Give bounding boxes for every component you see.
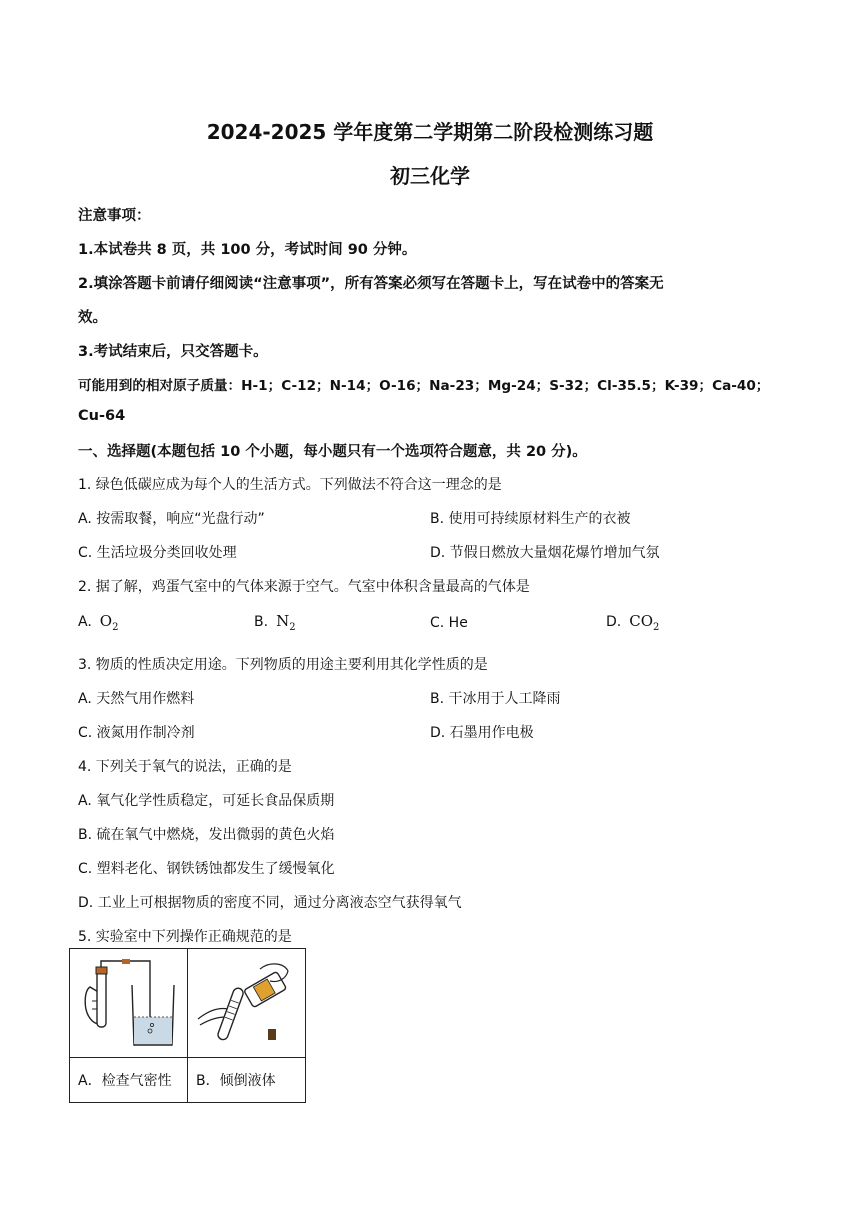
question-2-option-d: [606, 612, 659, 633]
experiment-image-b: [188, 949, 306, 1058]
formula-subscript: 2: [112, 622, 119, 633]
section-heading: 一、选择题(本题包括 10 个小题，每小题只有一个选项符合题意，共 20 分)。: [78, 444, 587, 460]
experiment-image-a: [70, 949, 188, 1058]
experiment-caption-a: A．检查气密性: [70, 1058, 188, 1103]
question-4-option-a: A. 氧气化学性质稳定，可延长食品保质期: [78, 793, 335, 809]
question-1-option-d: D. 节假日燃放大量烟花爆竹增加气氛: [430, 545, 660, 561]
notice-heading: 注意事项：: [78, 208, 151, 224]
notice-item-2: 2.填涂答题卡前请仔细阅读“注意事项”，所有答案必须写在答题卡上，写在试卷中的答案无: [78, 276, 664, 292]
question-4-option-d: D. 工业上可根据物质的密度不同，通过分离液态空气获得氧气: [78, 895, 462, 911]
question-2-option-a: [78, 612, 118, 633]
chemical-formula: [276, 612, 296, 633]
question-1-option-a: A. 按需取餐，响应“光盘行动”: [78, 511, 265, 527]
option-letter: C. He: [430, 615, 468, 631]
notice-item-3: 3.考试结束后，只交答题卡。: [78, 344, 268, 360]
airtightness-check-illustration: [70, 949, 187, 1053]
exam-title: 2024-2025 学年度第二学期第二阶段检测练习题: [206, 120, 654, 144]
chemical-formula: [99, 612, 119, 633]
question-2-stem: 2. 据了解，鸡蛋气室中的气体来源于空气。气室中体积含量最高的气体是: [78, 579, 530, 595]
question-5-stem: 5. 实验室中下列操作正确规范的是: [78, 929, 292, 945]
question-1-option-c: C. 生活垃圾分类回收处理: [78, 545, 237, 561]
question-2-option-c: [430, 615, 468, 631]
question-4-stem: 4. 下列关于氧气的说法，正确的是: [78, 759, 292, 775]
question-3-option-d: D. 石墨用作电极: [430, 725, 534, 741]
atomic-mass-line-2: Cu-64: [78, 408, 126, 424]
chemical-formula: [629, 612, 660, 633]
experiment-caption-b: B．倾倒液体: [188, 1058, 306, 1103]
question-3-option-a: A. 天然气用作燃料: [78, 691, 195, 707]
atomic-mass-line-1: 可能用到的相对原子质量：H-1；C-12；N-14；O-16；Na-23；Mg-24；S-32；Cl-35.5；K-39；Ca-40；: [78, 378, 770, 394]
notice-item-2-cont: 效。: [78, 310, 107, 326]
question-1-stem: 1. 绿色低碳应成为每个人的生活方式。下列做法不符合这一理念的是: [78, 477, 502, 493]
formula-subscript: 2: [653, 622, 660, 633]
question-4-option-c: C. 塑料老化、钢铁锈蚀都发生了缓慢氧化: [78, 861, 335, 877]
option-letter: A.: [78, 614, 92, 630]
notice-item-1: 1.本试卷共 8 页，共 100 分，考试时间 90 分钟。: [78, 242, 417, 258]
question-4-option-b: B. 硫在氧气中燃烧，发出微弱的黄色火焰: [78, 827, 335, 843]
question-2-option-b: [254, 612, 296, 633]
option-letter: D.: [606, 614, 622, 630]
question-3-option-c: C. 液氮用作制冷剂: [78, 725, 195, 741]
question-1-option-b: B. 使用可持续原材料生产的衣被: [430, 511, 631, 527]
option-letter: B.: [254, 614, 269, 630]
formula-symbol: O: [99, 612, 113, 630]
question-3-option-b: B. 干冰用于人工降雨: [430, 691, 561, 707]
question-3-stem: 3. 物质的性质决定用途。下列物质的用途主要利用其化学性质的是: [78, 657, 488, 673]
formula-symbol: N: [276, 612, 290, 630]
pour-liquid-illustration: [188, 949, 297, 1053]
formula-subscript: 2: [289, 622, 296, 633]
experiment-table: [69, 948, 306, 1103]
formula-symbol: CO: [629, 612, 654, 630]
exam-subtitle: 初三化学: [390, 164, 470, 188]
